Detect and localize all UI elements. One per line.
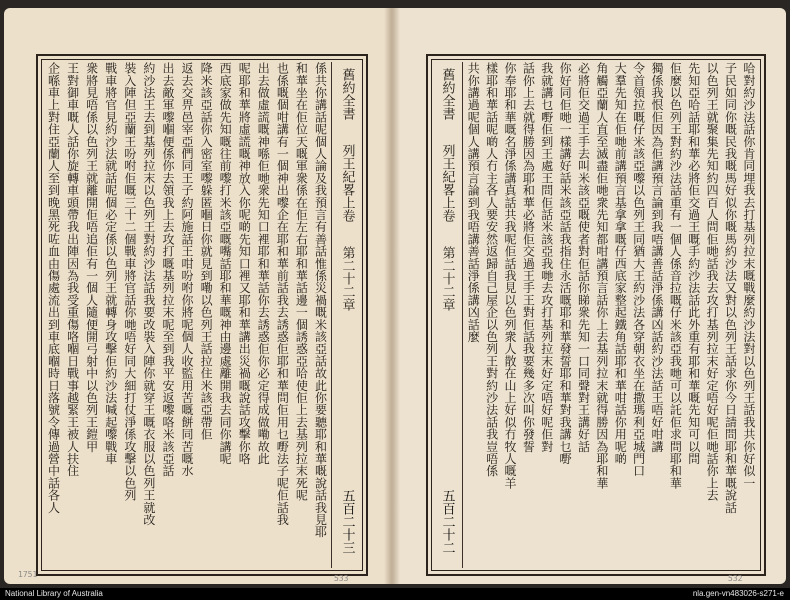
- right-chapter-label: 第二十二章: [439, 246, 455, 311]
- right-book-title: 舊約全書: [439, 68, 455, 120]
- left-volume-title: 列王紀畧上卷: [339, 144, 355, 222]
- left-text-column: 出去敵軍嚟嗰便係你去領我上去攻打嘅基列拉末呢至到我平安返嚟咯米該亞話: [160, 62, 175, 477]
- left-pencil-mark-1: 1751: [18, 570, 38, 579]
- right-text-column: 哈對約沙法話你肯同埋我去打基列拉末嘅戰麼約沙法對以色列王話我共你好似一: [741, 62, 756, 489]
- right-text-column: 獨係我恨佢因為佢講預言論到我唔講善話淨係講凶話約沙法話王唔好咁講: [649, 62, 664, 453]
- left-text-column: 返去交畀邑宰亞們同王子約阿施話王咁吩咐你將呢個人收監用苦嘅餅同苦嘅水: [180, 62, 194, 477]
- right-text-column: 你好同佢哋一樣講好話米該亞話我指住永活嘅耶和華發誓耶和華對我講乜嘢: [558, 62, 573, 465]
- right-text-column: 大羣先知在佢哋前講預言基拿拿嘅仔西底家整起鐵角話耶和華咁話你用呢啲: [613, 62, 628, 465]
- left-chapter-label: 第二十二章: [339, 246, 355, 311]
- right-text-frame: [426, 54, 766, 576]
- left-text-column: 西底家做先知嘅往前嚟打米該亞嘅嘴話耶和華嘅神由邊處離開我去同你講呢: [218, 62, 233, 465]
- left-text-column: 降米該亞話你入密室嚟躲匿嗰日你就見到嘞以色列王話拉住米該亞帶佢: [199, 62, 214, 441]
- left-book-title: 舊約全書: [339, 68, 355, 120]
- right-text-block: [434, 62, 758, 568]
- right-text-column: 角觸亞蘭人直至滅盡佢哋衆先知都咁講預言話你上去基列拉末就得勝因為耶和華: [594, 62, 609, 489]
- left-page-number: 五百二十三: [339, 489, 355, 554]
- left-text-column: 企喺車上對住亞蘭人至到晚黑死咗血由傷處流出到車底嗰時日落號令傳過營中話各人: [46, 62, 61, 514]
- right-page: [392, 8, 786, 584]
- right-text-column: 樣耶和華話呢啲人冇主各人要安然返歸自己屋企以色列王對約沙法話我豈唔係: [484, 62, 499, 477]
- right-text-column: 先知亞哈話耶和華必將佢交過王嘅手約沙法話此外重有耶和華嘅先知可以問: [686, 62, 701, 465]
- right-text-column: 你奉耶和華嘅名淨係講真話共我呢佢話我見以色列衆人散在山上好似冇牧人嘅羊: [502, 62, 517, 489]
- left-text-column: 係共你講話呢個人論及我預言有善話惟係災禍嘅米該亞話故此你要聽耶和華嘅說話我見耶: [313, 62, 328, 538]
- left-text-column: 約沙法王去到基列拉末以色列王對約沙法話我要改裝入陣你就穿王嘅衣服以色列王就改: [141, 62, 156, 526]
- footer-bar: [0, 588, 790, 600]
- right-text-column: 必將佢交過王手去叫米該亞嘅使者對佢話你睇衆先知一口同聲對王講好話: [576, 62, 591, 453]
- right-text-column: 子民如同你嘅民我嘅馬好似你嘅馬約沙法又對以色列王話求你今日請問耶和華嘅說話: [723, 62, 738, 514]
- footer-identifier: nla.gen-vn483026-s271-e: [692, 589, 784, 598]
- left-pencil-mark-2: 533: [334, 574, 349, 583]
- right-text-column: 佢麼以色列王對約沙法話重有一個人係音拉嘅仔米該亞我哋可以託佢求問耶和華: [668, 62, 683, 489]
- left-page: [4, 8, 392, 584]
- left-header-rule: [331, 62, 332, 568]
- left-text-column: 出去做虛謊嘅神喺佢哋衆先知口裡耶和華話你去誘惑佢你必定得成做嘞故此: [256, 62, 271, 465]
- right-text-column: 我就講乜嘢佢到王處王問佢話米該亞我哋去攻打基列拉末好定唔好呢佢對: [539, 62, 554, 453]
- right-volume-title: 列王紀畧上卷: [439, 144, 455, 222]
- right-text-column: 話你上去就得勝因為耶和華必將佢交過王手王對佢話我要幾多次叫你發誓: [521, 62, 536, 453]
- left-text-column: 裝入陣但亞蘭王吩咐佢嘅三十二個戰車將官話你哋唔好同大細打仗淨係攻擊以色列: [122, 62, 137, 502]
- left-text-column: 和華坐在佢位天嘅軍衆係在佢左右耶和華話邊一個誘惑亞哈使佢上去基列拉末死呢: [294, 62, 309, 502]
- right-text-column: 共你講過呢個人講預言論到我唔講善話淨係講凶話麼: [466, 62, 481, 343]
- left-text-column: 也係嘅個咁講有一個神出嚟企在耶和華前話我去誘惑佢耶和華問佢用乜嘢法子呢佢話我: [275, 62, 290, 526]
- right-pencil-mark: 532: [728, 574, 743, 583]
- left-text-column: 王對御車嘅人話你旋轉車頭帶我出陣因為我受重傷咯嗰日戰事越緊王被人扶住: [65, 62, 80, 477]
- footer-library-name: National Library of Australia: [5, 589, 103, 598]
- book-gutter: [384, 8, 400, 584]
- left-text-column: 衆將見唔係以色列王就離開佢唔追佢有一個人隨便開弓射中以色列王鎧甲: [84, 62, 99, 453]
- right-text-column: 以色列王就聚集先知約四百人問佢哋話我去攻打基列拉末好定唔好呢佢哋話你上去: [705, 62, 720, 502]
- right-header-rule: [462, 62, 463, 568]
- left-text-frame: [36, 54, 368, 576]
- left-text-column: 戰車將官見約沙法就話呢個必定係以色列王就轉身攻擊佢約沙法喊起嚟戰車: [103, 62, 118, 465]
- right-running-header: [434, 62, 460, 568]
- left-running-header: [334, 62, 360, 568]
- right-page-number: 五百二十二: [439, 489, 455, 554]
- left-text-block: [44, 62, 360, 568]
- right-text-column: 令首領拉嘅仔米該亞嚟以色列王同猶大王約沙法各穿朝衣坐在撒瑪利亞城門口: [631, 62, 646, 477]
- left-text-column: 呢耶和華將虛謊嘅神放入你呢啲先知口裡又耶和華講出災禍嘅說話攻擊你咯: [237, 62, 252, 465]
